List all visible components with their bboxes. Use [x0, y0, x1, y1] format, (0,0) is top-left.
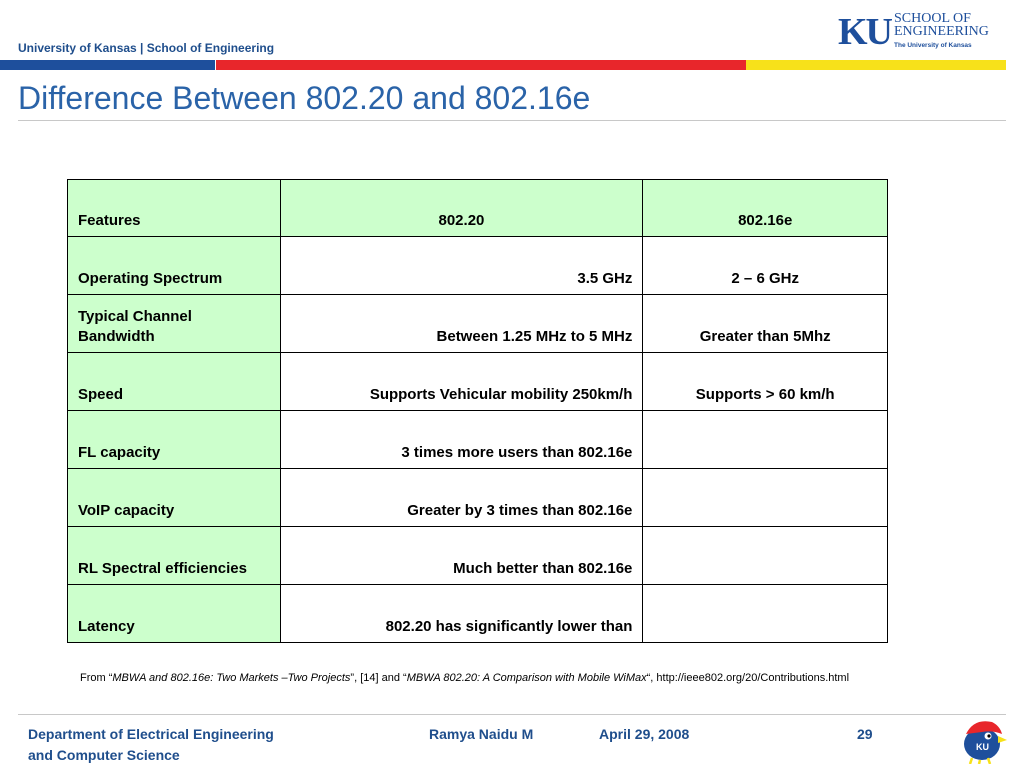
- table-row: [68, 411, 888, 469]
- feature-cell: Speed: [68, 353, 281, 411]
- source-citation: [80, 672, 1000, 684]
- table-header-row: [68, 180, 888, 237]
- header-stripe-blue: [0, 60, 215, 70]
- feature-cell: VoIP capacity: [68, 469, 281, 527]
- header-cell-features: Features: [68, 180, 281, 237]
- table-row: [68, 237, 888, 295]
- value-cell-80220: Greater by 3 times than 802.16e: [280, 469, 643, 527]
- value-cell-80216e: [643, 411, 888, 469]
- header-cell-80216e: 802.16e: [643, 180, 888, 237]
- logo-text: [894, 12, 989, 38]
- institution-label: University of Kansas | School of Engineering: [18, 41, 275, 55]
- footer-department: [28, 724, 358, 766]
- value-cell-80220: 3.5 GHz: [280, 237, 643, 295]
- table-row: [68, 585, 888, 643]
- value-cell-80216e: [643, 527, 888, 585]
- citation-mid: ”, [14] and “: [350, 672, 407, 684]
- feature-cell: FL capacity: [68, 411, 281, 469]
- feature-cell: Latency: [68, 585, 281, 643]
- value-cell-80220: 3 times more users than 802.16e: [280, 411, 643, 469]
- header-stripe-red: [216, 60, 746, 70]
- logo-line-1: SCHOOL OF: [894, 11, 971, 26]
- table-row: [68, 469, 888, 527]
- value-cell-80216e: Supports > 60 km/h: [643, 353, 888, 411]
- department-line-2: and Computer Science: [28, 747, 180, 763]
- jayhawk-mascot-icon: [952, 714, 1008, 764]
- table-row: [68, 295, 888, 353]
- logo-line-2: ENGINEERING: [894, 24, 989, 39]
- value-cell-80216e: 2 – 6 GHz: [643, 237, 888, 295]
- value-cell-80216e: [643, 469, 888, 527]
- value-cell-80220: Between 1.25 MHz to 5 MHz: [280, 295, 643, 353]
- citation-title-1: MBWA and 802.16e: Two Markets –Two Projects: [112, 672, 351, 684]
- footer-author: Ramya Naidu M: [429, 726, 534, 742]
- department-line-1: Department of Electrical Engineering: [28, 726, 274, 742]
- value-cell-80216e: [643, 585, 888, 643]
- header-stripe-yellow: [746, 60, 1006, 70]
- footer-divider: [18, 714, 1006, 715]
- value-cell-80220: 802.20 has significantly lower than: [280, 585, 643, 643]
- footer-date: April 29, 2008: [599, 726, 690, 742]
- citation-title-2: MBWA 802.20: A Comparison with Mobile WiMax: [406, 672, 647, 684]
- slide-number: 29: [857, 726, 873, 742]
- table-row: [68, 527, 888, 585]
- title-divider: [18, 120, 1006, 121]
- logo-mark: KU: [838, 11, 891, 53]
- citation-prefix: From “: [80, 672, 113, 684]
- value-cell-80220: Much better than 802.16e: [280, 527, 643, 585]
- svg-text:KU: KU: [976, 742, 989, 752]
- citation-suffix: “, http://ieee802.org/20/Contributions.html: [646, 672, 850, 684]
- value-cell-80216e: Greater than 5Mhz: [643, 295, 888, 353]
- header-cell-80220: 802.20: [280, 180, 643, 237]
- feature-cell: Typical Channel Bandwidth: [68, 295, 281, 353]
- ku-engineering-logo: [838, 12, 1008, 54]
- slide-title: Difference Between 802.20 and 802.16e: [18, 80, 591, 116]
- value-cell-80220: Supports Vehicular mobility 250km/h: [280, 353, 643, 411]
- comparison-table: [67, 179, 888, 643]
- table-row: [68, 353, 888, 411]
- logo-line-3: The University of Kansas: [894, 42, 972, 49]
- feature-cell: RL Spectral efficiencies: [68, 527, 281, 585]
- feature-cell: Operating Spectrum: [68, 237, 281, 295]
